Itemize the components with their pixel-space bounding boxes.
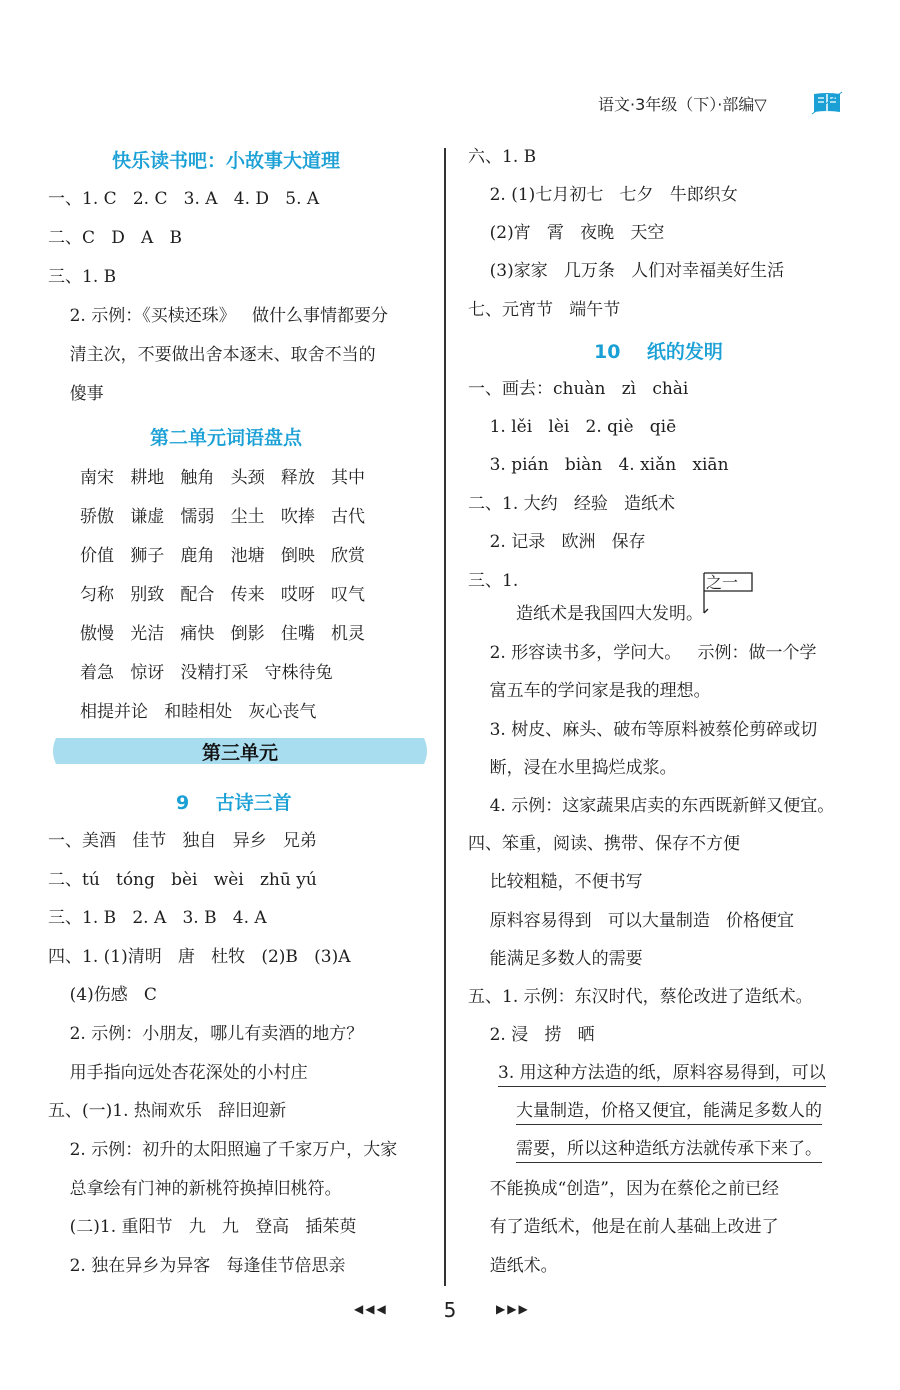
answer-line: 不能换成“创造”，因为在蔡伦之前已经 <box>468 1179 779 1199</box>
prev-arrows-icon: ◀◀◀ <box>354 1302 388 1316</box>
answer-line: 一、美酒 佳节 独自 异乡 兄弟 <box>48 831 317 851</box>
underlined-line: 需要，所以这种造纸方法就传承下来了。 <box>516 1138 822 1163</box>
answer-line: 三、1. <box>468 571 519 591</box>
underlined-line: 3. 用这种方法造的纸，原料容易得到，可以 <box>498 1062 826 1087</box>
section-title-paper: 10 纸的发明 <box>594 341 723 363</box>
answer-line: 一、1. C 2. C 3. A 4. D 5. A <box>48 189 320 209</box>
vocab-row: 匀称 别致 配合 传来 哎呀 叹气 <box>80 585 366 605</box>
answer-line: 2. (1)七月初七 七夕 牛郎织女 <box>468 185 738 205</box>
answer-line: 二、C D A B <box>48 228 183 248</box>
section-title-poems: 9 古诗三首 <box>176 792 292 814</box>
header-subject: 语文·3年级（下）·部编▽ <box>598 95 767 114</box>
answer-line: (二)1. 重阳节 九 九 登高 插茱萸 <box>48 1217 357 1237</box>
answer-line: (4)伤感 C <box>48 985 157 1005</box>
vocab-row: 傲慢 光洁 痛快 倒影 住嘴 机灵 <box>80 624 366 644</box>
vocab-row: 着急 惊讶 没精打采 守株待兔 <box>80 663 333 683</box>
answer-line: 造纸术。 <box>468 1256 558 1276</box>
book-logo-icon <box>810 90 844 118</box>
answer-line: 4. 示例：这家蔬果店卖的东西既新鲜又便宜。 <box>468 796 835 816</box>
answer-line: 二、1. 大约 经验 造纸术 <box>468 494 676 514</box>
answer-line: 六、1. B <box>468 147 537 167</box>
insertion-text: 之一 <box>706 573 739 592</box>
answer-line: 2. 记录 欧洲 保存 <box>468 532 646 552</box>
insertion-mark <box>696 569 756 619</box>
answer-line: 2. 浸 捞 晒 <box>468 1025 595 1045</box>
answer-line: (3)家家 几万条 人们对幸福美好生活 <box>468 261 785 281</box>
answer-line: 四、笨重，阅读、携带、保存不方便 <box>468 834 740 854</box>
answer-line: 清主次，不要做出舍本逐末、取舍不当的 <box>48 345 376 365</box>
section-title-vocab: 第二单元词语盘点 <box>150 427 303 449</box>
annotated-sentence: 造纸术是我国四大发明。 <box>516 604 703 624</box>
answer-line: 原料容易得到 可以大量制造 价格便宜 <box>468 911 795 931</box>
answer-line: 比较粗糙，不便书写 <box>468 872 643 892</box>
answer-line: 能满足多数人的需要 <box>468 949 643 969</box>
vocab-row: 南宋 耕地 触角 头颈 释放 其中 <box>80 468 366 488</box>
answer-line: 五、(一)1. 热闹欢乐 辞旧迎新 <box>48 1101 287 1121</box>
answer-line: 3. pián biàn 4. xiǎn xiān <box>468 455 729 475</box>
answer-line: 傻事 <box>48 384 104 404</box>
answer-line: 2. 独在异乡为异客 每逢佳节倍思亲 <box>48 1256 346 1276</box>
answer-line: 用手指向远处杏花深处的小村庄 <box>48 1063 308 1083</box>
answer-line: 五、1. 示例：东汉时代，蔡伦改进了造纸术。 <box>468 987 813 1007</box>
answer-line: 富五车的学问家是我的理想。 <box>468 681 711 701</box>
page-number: 5 <box>443 1298 457 1322</box>
answer-line: 有了造纸术，他是在前人基础上改进了 <box>468 1217 779 1237</box>
answer-line: 三、1. B 2. A 3. B 4. A <box>48 908 267 928</box>
answer-line: (2)宵 霄 夜晚 天空 <box>468 223 665 243</box>
answer-line: 一、画去：chuàn zì chài <box>468 379 689 399</box>
vocab-row: 价值 狮子 鹿角 池塘 倒映 欣赏 <box>80 546 366 566</box>
answer-line: 2. 示例：小朋友，哪儿有卖酒的地方？ <box>48 1024 364 1044</box>
answer-line: 2. 示例：《买椟还珠》 做什么事情都要分 <box>48 306 388 326</box>
answer-line: 二、tú tóng bèi wèi zhū yú <box>48 870 317 890</box>
answer-line: 2. 示例：初升的太阳照遍了千家万户，大家 <box>48 1140 398 1160</box>
vocab-row: 相提并论 和睦相处 灰心丧气 <box>80 702 317 722</box>
next-arrows-icon: ▶▶▶ <box>496 1302 530 1316</box>
answer-line: 2. 形容读书多，学问大。 示例：做一个学 <box>468 643 817 663</box>
unit-banner <box>50 736 430 766</box>
answer-line: 总拿绘有门神的新桃符换掉旧桃符。 <box>48 1179 342 1199</box>
section-title-reading: 快乐读书吧：小故事大道理 <box>112 150 341 172</box>
answer-line: 1. lěi lèi 2. qiè qiē <box>468 417 677 437</box>
vocab-row: 骄傲 谦虚 懦弱 尘土 吹捧 古代 <box>80 507 366 527</box>
answer-line: 四、1. (1)清明 唐 杜牧 (2)B (3)A <box>48 947 351 967</box>
unit-banner-title: 第三单元 <box>201 742 278 764</box>
answer-line: 三、1. B <box>48 267 117 287</box>
column-divider <box>444 148 446 1286</box>
underlined-line: 大量制造，价格又便宜，能满足多数人的 <box>516 1100 822 1125</box>
answer-line: 七、元宵节 端午节 <box>468 300 621 320</box>
answer-line: 断，浸在水里捣烂成浆。 <box>468 758 677 778</box>
answer-line: 3. 树皮、麻头、破布等原料被蔡伦剪碎或切 <box>468 720 818 740</box>
